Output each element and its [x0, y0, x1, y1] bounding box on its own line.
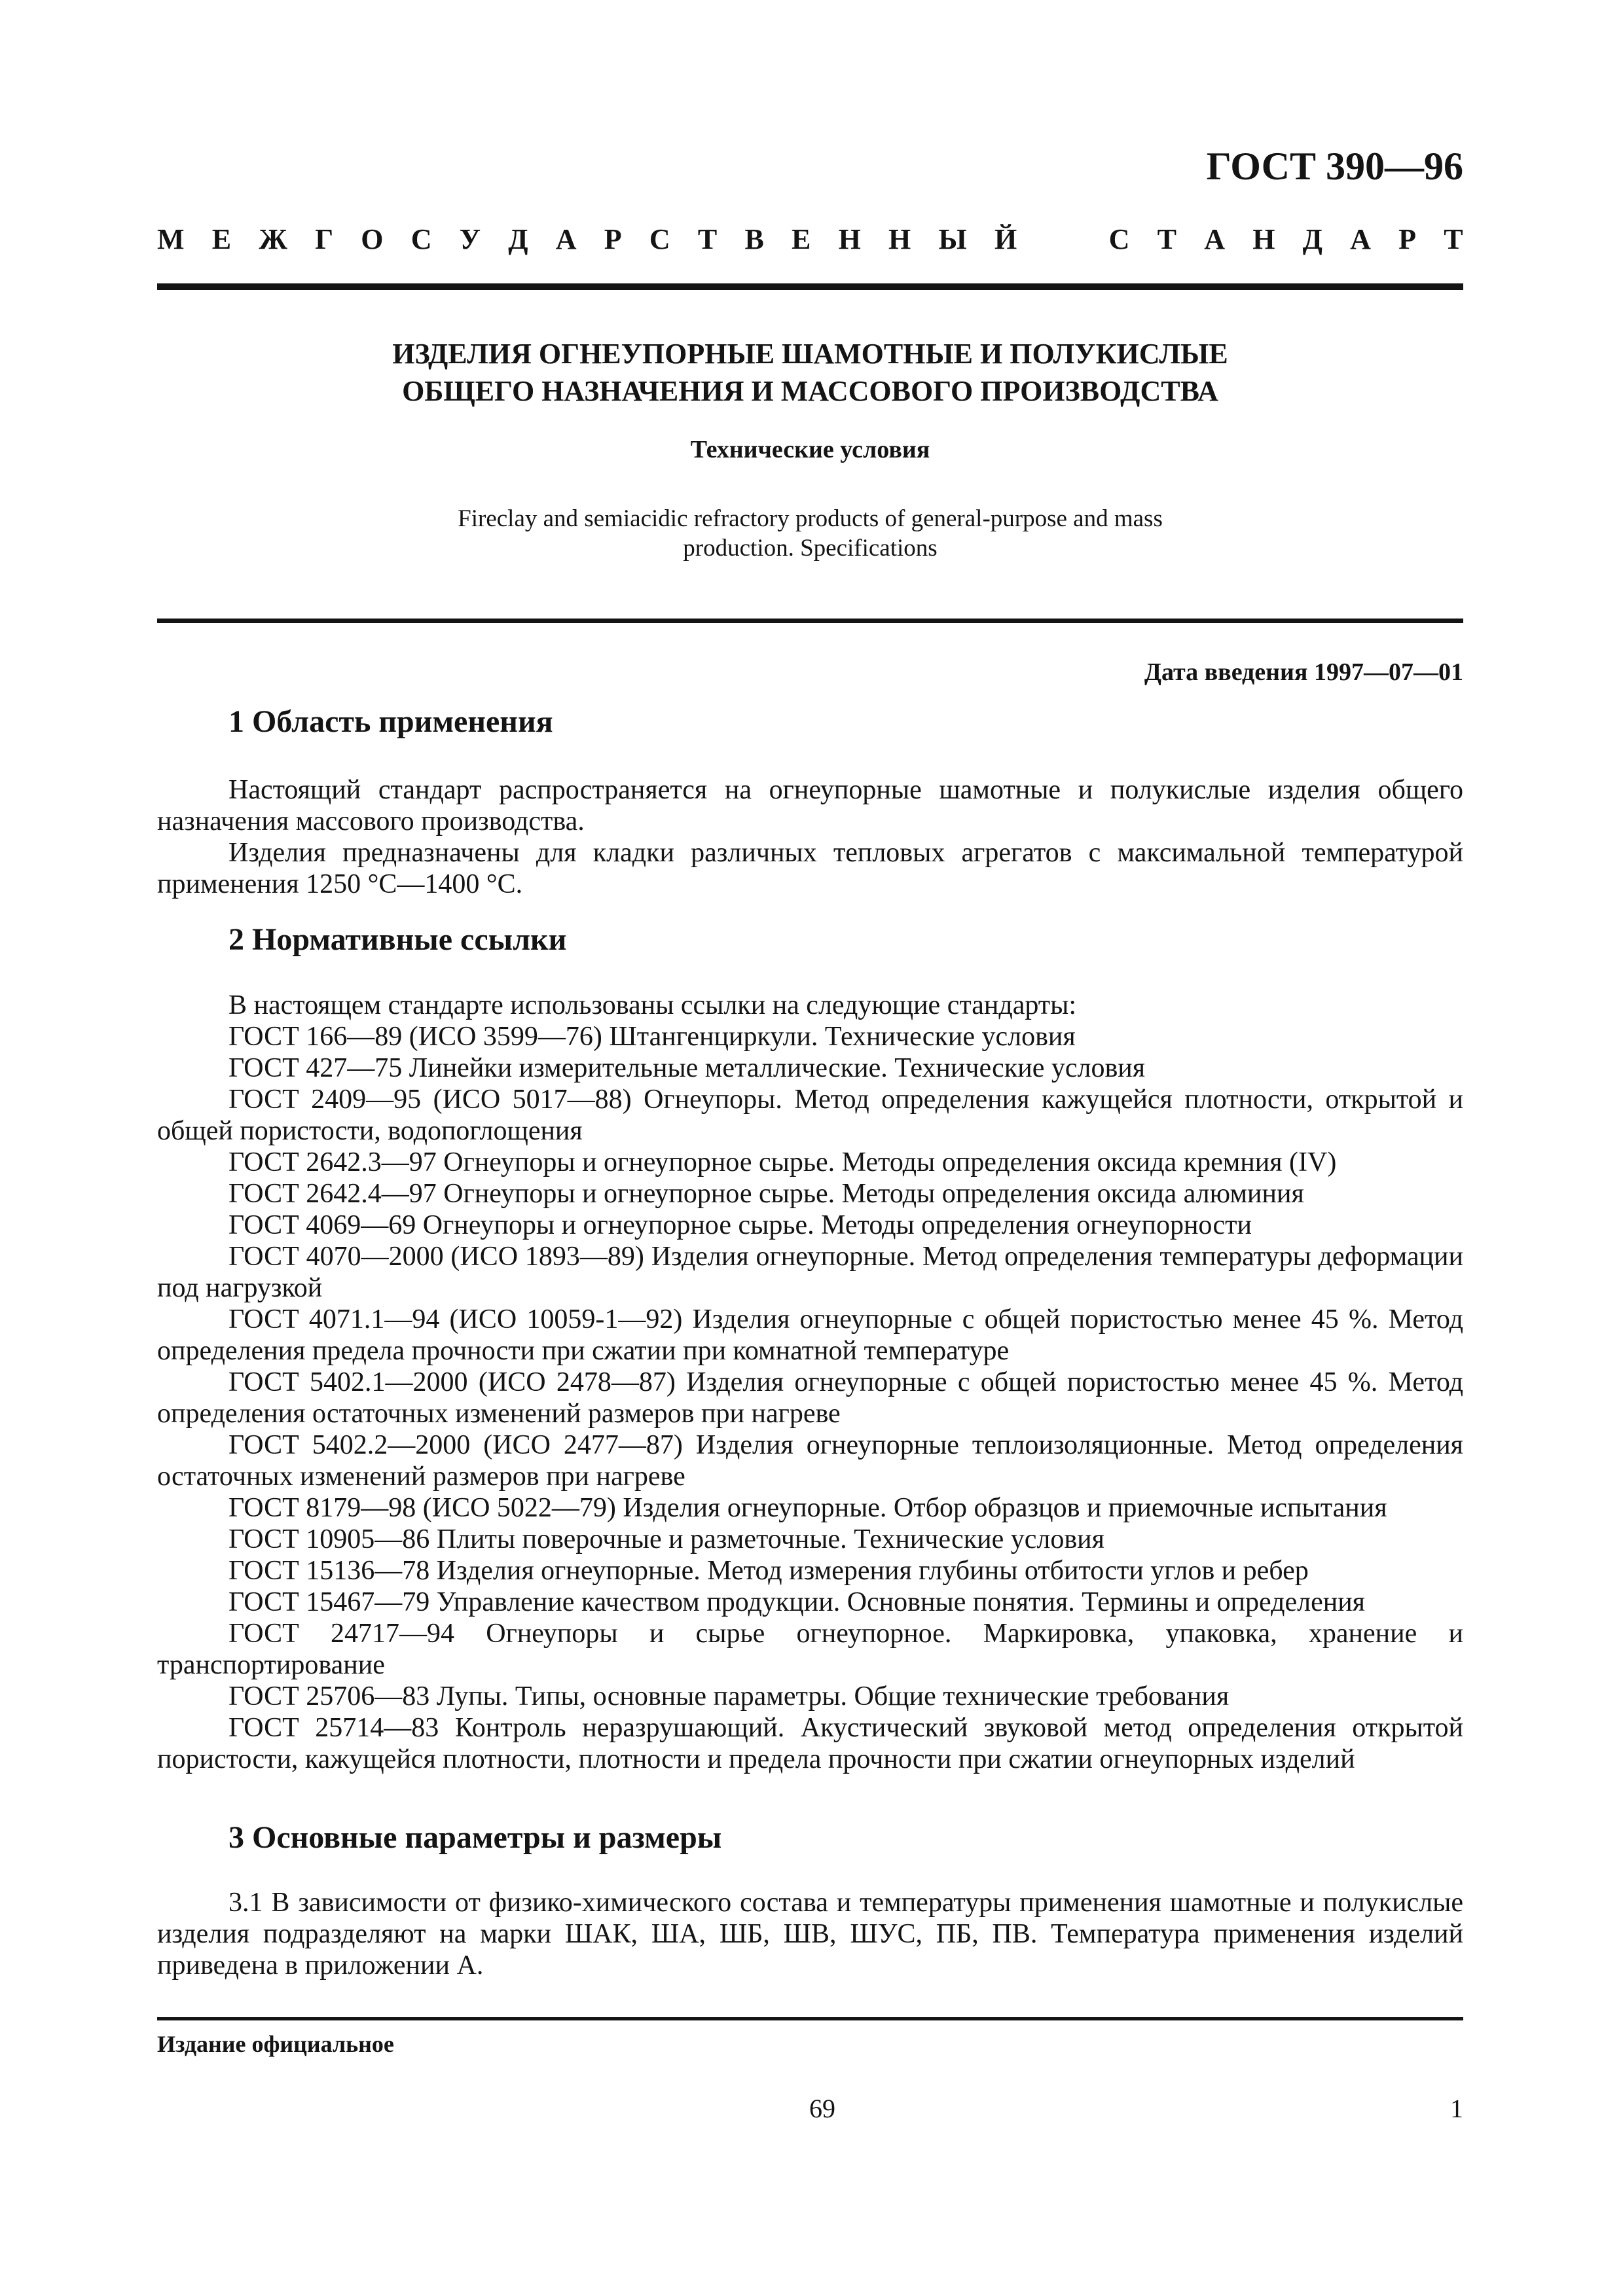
paragraph: ГОСТ 2642.3—97 Огнеупоры и огнеупорное сырье. Методы определения оксида кремния (IV)	[228, 1147, 1337, 1177]
section-1-body	[157, 774, 1463, 900]
title-rule	[157, 619, 1463, 623]
banner-letter: А	[555, 223, 577, 255]
banner-letter: С	[1108, 223, 1130, 255]
paragraph: ГОСТ 2409—95 (ИСО 5017—88) Огнеупоры. Метод определения кажущейся плотности, открытой и общей пористости, водопоглощения	[157, 1085, 1463, 1146]
banner-letter: Н	[888, 223, 911, 255]
paragraph: ГОСТ 15467—79 Управление качеством продукции. Основные понятия. Термины и определения	[228, 1587, 1365, 1617]
page-number: 69	[809, 2094, 835, 2123]
paragraph: ГОСТ 10905—86 Плиты поверочные и разметочные. Технические условия	[228, 1524, 1104, 1554]
standard-banner	[157, 223, 1463, 256]
banner-gap	[1044, 223, 1081, 256]
banner-letter: У	[459, 223, 481, 255]
paragraph: ГОСТ 25714—83 Контроль неразрушающий. Акустический звуковой метод определения открытой пористости, кажущейся плотности, плотности и предела прочности при сжатии огнеупорных изделий	[157, 1713, 1463, 1774]
banner-letter: Н	[1252, 223, 1275, 255]
banner-letter: Д	[1302, 223, 1322, 255]
section-3-heading: 3 Основные параметры и размеры	[228, 1820, 722, 1855]
banner-letter: Ж	[259, 223, 287, 255]
banner-letter: Р	[1398, 223, 1417, 255]
section-3-body	[157, 1887, 1463, 1981]
english-title-line-1: Fireclay and semiacidic refractory products of general-purpose and mass	[458, 505, 1163, 532]
english-title-line-2: production. Specifications	[683, 535, 938, 562]
paragraph: Настоящий стандарт распространяется на огнеупорные шамотные и полукислые изделия общего назначения массового производства.	[157, 775, 1463, 836]
banner-letter: Н	[838, 223, 861, 255]
paragraph: ГОСТ 8179—98 (ИСО 5022—79) Изделия огнеупорные. Отбор образцов и приемочные испытания	[228, 1493, 1387, 1523]
banner-letter: Т	[1444, 223, 1463, 255]
paragraph: ГОСТ 5402.1—2000 (ИСО 2478—87) Изделия огнеупорные с общей пористостью менее 45 %. Метод определения остаточных изменений размеров при нагреве	[157, 1367, 1463, 1429]
banner-letter: А	[1204, 223, 1225, 255]
banner-letter: М	[157, 223, 185, 255]
banner-letter: О	[361, 223, 384, 255]
section-2-body	[157, 990, 1463, 1775]
document-subtitle: Технические условия	[690, 436, 930, 463]
paragraph: ГОСТ 166—89 (ИСО 3599—76) Штангенциркули. Технические условия	[228, 1022, 1076, 1052]
banner-letter: В	[744, 223, 764, 255]
paragraph: ГОСТ 4071.1—94 (ИСО 10059-1—92) Изделия огнеупорные с общей пористостью менее 45 %. Метод определения предела прочности при сжатии при комнатной температуре	[157, 1304, 1463, 1366]
banner-letter: Й	[994, 223, 1017, 255]
paragraph: Изделия предназначены для кладки различных тепловых агрегатов с максимальной температурой применения 1250 °C—1400 °C.	[157, 838, 1463, 899]
paragraph: ГОСТ 427—75 Линейки измерительные металлические. Технические условия	[228, 1053, 1146, 1083]
banner-letter: Г	[315, 223, 334, 255]
banner-letter: Е	[792, 223, 811, 255]
paragraph: В настоящем стандарте использованы ссылки на следующие стандарты:	[228, 990, 1077, 1020]
banner-letter: Р	[604, 223, 622, 255]
banner-letter: Т	[1157, 223, 1176, 255]
banner-letter: Ы	[938, 223, 967, 255]
document-code: ГОСТ 390—96	[1206, 145, 1463, 188]
paragraph: 3.1 В зависимости от физико-химического состава и температуры применения шамотные и полукислые изделия подразделяют на марки ШАК, ША, ШБ, ШВ, ШУС, ПБ, ПВ. Температура применения изделий приведена в приложении А.	[157, 1888, 1463, 1981]
paragraph: ГОСТ 15136—78 Изделия огнеупорные. Метод измерения глубины отбитости углов и ребер	[228, 1556, 1309, 1586]
edition-label: Издание официальное	[157, 2031, 394, 2057]
banner-letter: Д	[508, 223, 528, 255]
title-line-2: ОБЩЕГО НАЗНАЧЕНИЯ И МАССОВОГО ПРОИЗВОДСТВА	[402, 375, 1218, 407]
paragraph: ГОСТ 4070—2000 (ИСО 1893—89) Изделия огнеупорные. Метод определения температуры деформации под нагрузкой	[157, 1242, 1463, 1303]
footer-rule	[157, 2017, 1463, 2020]
paragraph: ГОСТ 5402.2—2000 (ИСО 2477—87) Изделия огнеупорные теплоизоляционные. Метод определения остаточных изменений размеров при нагреве	[157, 1430, 1463, 1492]
banner-letter: Т	[697, 223, 718, 255]
paragraph: ГОСТ 24717—94 Огнеупоры и сырье огнеупорное. Маркировка, упаковка, хранение и транспортирование	[157, 1619, 1463, 1680]
title-line-1: ИЗДЕЛИЯ ОГНЕУПОРНЫЕ ШАМОТНЫЕ И ПОЛУКИСЛЫЕ	[392, 338, 1228, 370]
english-title	[157, 504, 1463, 563]
introduction-date: Дата введения 1997—07—01	[1144, 658, 1463, 686]
sheet-number: 1	[1450, 2094, 1463, 2123]
section-2-heading: 2 Нормативные ссылки	[228, 922, 567, 957]
banner-letter: Е	[211, 223, 232, 255]
banner-letter: С	[649, 223, 670, 255]
paragraph: ГОСТ 2642.4—97 Огнеупоры и огнеупорное сырье. Методы определения оксида алюминия	[228, 1179, 1304, 1209]
header-rule	[157, 283, 1463, 290]
paragraph: ГОСТ 4069—69 Огнеупоры и огнеупорное сырье. Методы определения огнеупорности	[228, 1210, 1252, 1240]
banner-letter: А	[1350, 223, 1371, 255]
document-title	[157, 335, 1463, 410]
section-1-heading: 1 Область применения	[228, 704, 553, 739]
paragraph: ГОСТ 25706—83 Лупы. Типы, основные параметры. Общие технические требования	[228, 1681, 1230, 1712]
banner-letter: С	[410, 223, 432, 255]
